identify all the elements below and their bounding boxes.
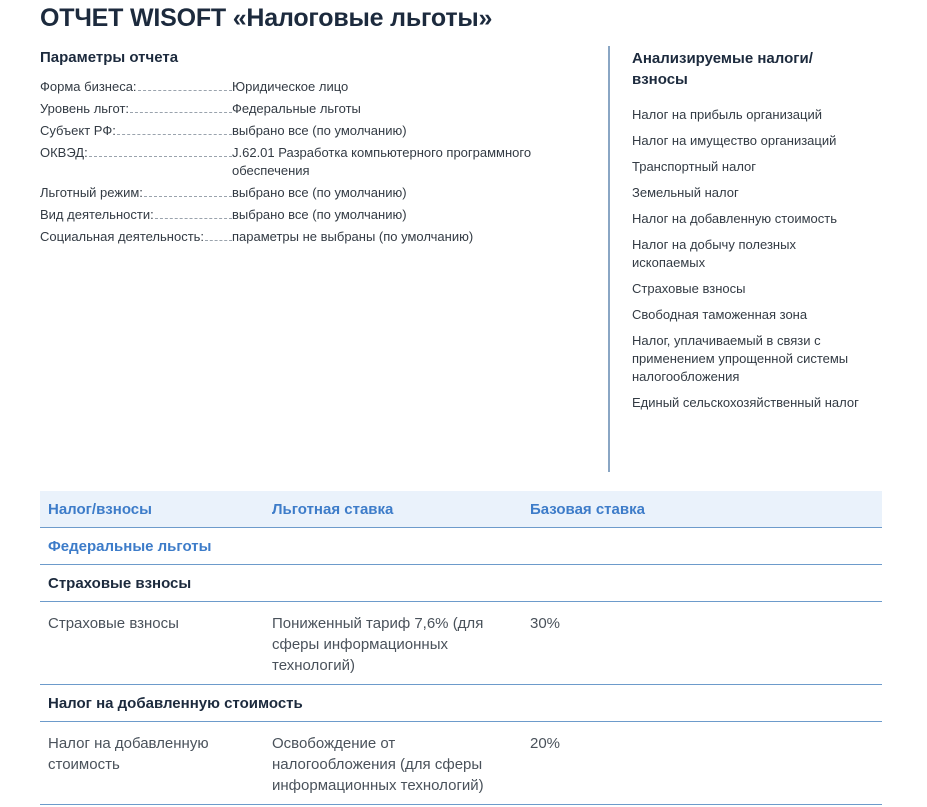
parameter-value: параметры не выбраны (по умолчанию) <box>232 229 474 244</box>
table-row <box>40 602 882 685</box>
parameter-value: Федеральные льготы <box>232 101 361 116</box>
dotted-leader <box>138 78 232 91</box>
parameter-value: J.62.01 Разработка компьютерного программного обеспечения <box>232 145 532 178</box>
parameter-row <box>40 100 600 118</box>
tax-list-item: Налог на прибыль организаций <box>632 107 822 122</box>
cell-benefit-rate: Освобождение от налогообложения (для сферы информационных технологий) <box>272 735 484 794</box>
dotted-leader <box>89 144 232 157</box>
dotted-leader <box>130 100 232 113</box>
vertical-divider <box>608 46 610 472</box>
report-parameters <box>40 48 600 250</box>
parameter-row <box>40 228 600 246</box>
parameter-row <box>40 122 600 140</box>
dotted-leader <box>144 184 232 197</box>
parameter-row <box>40 78 600 96</box>
parameter-key: ОКВЭД: <box>40 145 88 160</box>
tax-list-item: Свободная таможенная зона <box>632 307 808 322</box>
cell-base-rate: 20% <box>530 735 561 752</box>
tax-group-row: Страховые взносы <box>40 565 882 602</box>
tax-list-item: Налог на добавленную стоимость <box>632 211 837 226</box>
tax-list-item: Налог на добычу полезных ископаемых <box>632 237 796 270</box>
parameter-row <box>40 184 600 202</box>
dotted-leader <box>205 228 232 241</box>
cell-tax: Страховые взносы <box>48 615 179 632</box>
parameter-key: Форма бизнеса: <box>40 79 137 94</box>
tax-list-item: Земельный налог <box>632 185 739 200</box>
parameter-value: выбрано все (по умолчанию) <box>232 185 407 200</box>
column-header-benefit-rate: Льготная ставка <box>272 500 394 518</box>
cell-base-rate: 30% <box>530 615 561 632</box>
table-header <box>40 491 882 528</box>
tax-list-item: Налог на имущество организаций <box>632 133 837 148</box>
tax-list <box>632 106 862 412</box>
tax-list-item: Налог, уплачиваемый в связи с применением упрощенной системы налогообложения <box>632 333 849 384</box>
parameter-list <box>40 78 600 246</box>
parameter-value: выбрано все (по умолчанию) <box>232 123 407 138</box>
benefits-table <box>40 491 882 805</box>
parameter-key: Субъект РФ: <box>40 123 116 138</box>
tax-list-item: Единый сельскохозяйственный налог <box>632 395 859 410</box>
parameters-heading: Параметры отчета <box>40 49 179 66</box>
parameter-key: Вид деятельности: <box>40 207 154 222</box>
tax-list-item: Транспортный налог <box>632 159 757 174</box>
parameter-row <box>40 206 600 224</box>
parameter-key: Социальная деятельность: <box>40 229 205 244</box>
cell-benefit-rate: Пониженный тариф 7,6% (для сферы информационных технологий) <box>272 615 484 674</box>
column-header-base-rate: Базовая ставка <box>530 500 645 518</box>
tax-list-item: Страховые взносы <box>632 281 746 296</box>
column-header-tax: Налог/взносы <box>48 500 152 518</box>
parameter-value: выбрано все (по умолчанию) <box>232 207 407 222</box>
analyzed-taxes <box>632 48 862 420</box>
taxes-heading: Анализируемые налоги/ взносы <box>632 50 813 88</box>
table-row <box>40 722 882 805</box>
parameter-key: Уровень льгот: <box>40 101 130 116</box>
dotted-leader <box>155 206 232 219</box>
report-title: ОТЧЕТ WISOFT «Налоговые льготы» <box>40 4 493 32</box>
parameter-value: Юридическое лицо <box>232 79 349 94</box>
tax-group-row: Налог на добавленную стоимость <box>40 685 882 722</box>
dotted-leader <box>117 122 232 135</box>
parameter-key: Льготный режим: <box>40 185 143 200</box>
benefit-level-row: Федеральные льготы <box>40 528 882 565</box>
cell-tax: Налог на добавленную стоимость <box>48 735 209 773</box>
parameter-row <box>40 144 600 180</box>
